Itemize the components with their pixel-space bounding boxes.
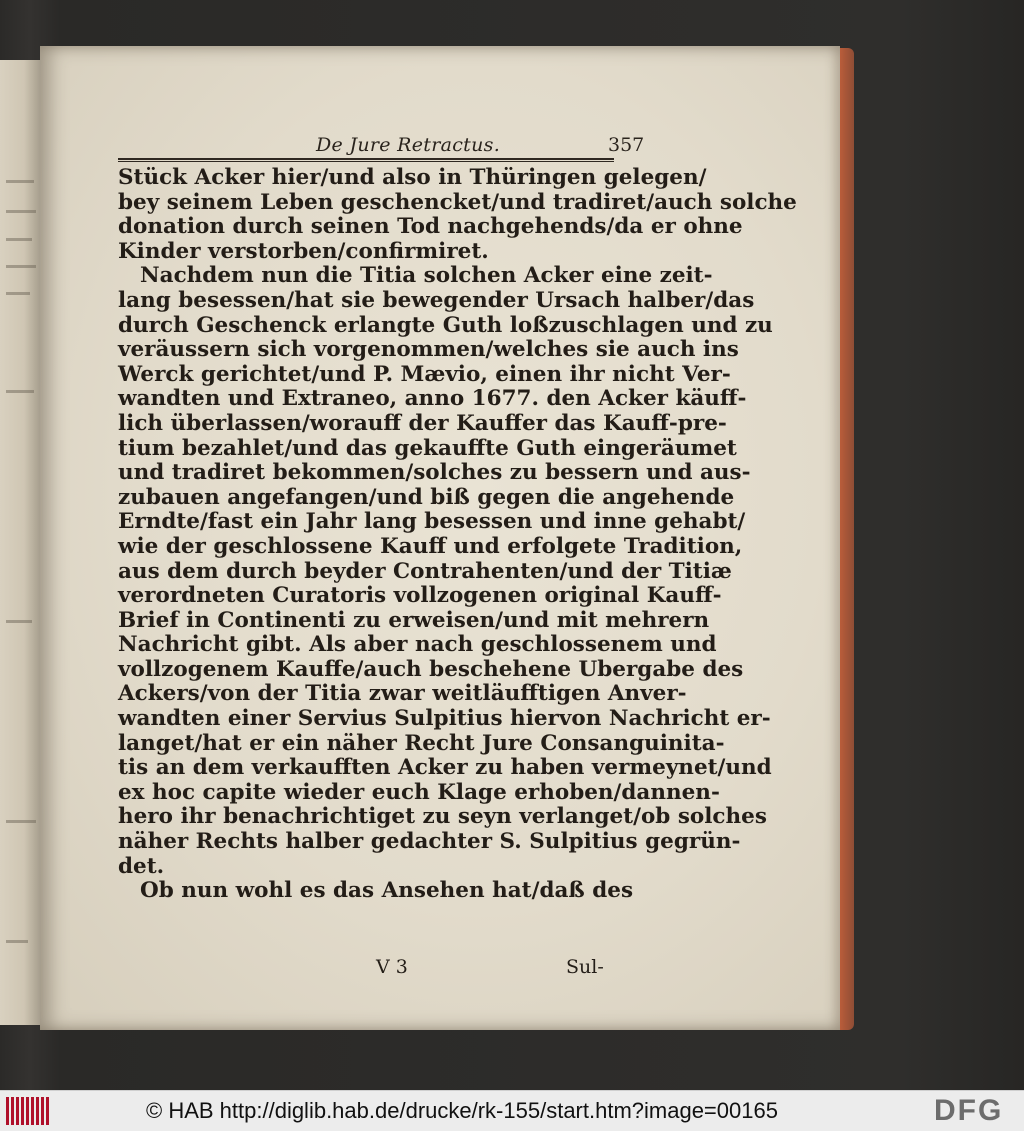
signature-mark: V 3 xyxy=(376,956,408,978)
text-line: bey seinem Leben geschencket/und tradiret/auch solche xyxy=(118,189,797,215)
text-line: veräussern sich vorgenommen/welches sie auch ins xyxy=(118,337,739,363)
text-line: lang besessen/hat sie bewegender Ursach halber/das xyxy=(118,287,755,313)
text-line: donation durch seinen Tod nachgehends/da er ohne xyxy=(118,214,743,240)
text-line: näher Rechts halber gedachter S. Sulpitius gegrün- xyxy=(118,829,741,855)
text-line: hero ihr benachrichtiget zu seyn verlanget/ob solches xyxy=(118,804,767,830)
text-line: und tradiret bekommen/solches zu bessern und aus- xyxy=(118,460,751,486)
hab-barcode-icon xyxy=(6,1097,50,1125)
viewer-footer xyxy=(0,1090,1024,1131)
text-line: durch Geschenck erlangte Guth loßzuschlagen und zu xyxy=(118,312,773,338)
text-line: wie der geschlossene Kauff und erfolgete Tradition, xyxy=(118,533,743,559)
text-line: Nachdem nun die Titia solchen Acker eine zeit- xyxy=(140,263,713,289)
text-line: ex hoc capite wieder euch Klage erhoben/dannen- xyxy=(118,779,720,805)
text-line: Ackers/von der Titia zwar weitläufftigen Anver- xyxy=(118,681,687,707)
text-line: aus dem durch beyder Contrahenten/und der Titiæ xyxy=(118,558,732,584)
catchword: Sul- xyxy=(566,956,604,978)
credit-link[interactable]: © HAB http://diglib.hab.de/drucke/rk-155/start.htm?image=00165 xyxy=(146,1098,778,1123)
text-line: tis an dem verkaufften Acker zu haben vermeynet/und xyxy=(118,755,772,781)
text-line: tium bezahlet/und das gekauffte Guth eingeräumet xyxy=(118,435,737,461)
text-line: Kinder verstorben/confirmiret. xyxy=(118,238,489,264)
dfg-logo: DFG xyxy=(934,1094,1004,1127)
text-line: Stück Acker hier/und also in Thüringen gelegen/ xyxy=(118,165,707,190)
text-line: Ob nun wohl es das Ansehen hat/daß des xyxy=(140,878,634,904)
page-number: 357 xyxy=(608,134,645,156)
text-line: verordneten Curatoris vollzogenen original Kauff- xyxy=(118,583,722,609)
running-head: De Jure Retractus. xyxy=(316,134,501,156)
body-text xyxy=(118,165,797,904)
header-rule xyxy=(118,158,614,162)
text-line: Erndte/fast ein Jahr lang besessen und inne gehabt/ xyxy=(118,509,746,535)
text-line: wandten und Extraneo, anno 1677. den Acker käuff- xyxy=(118,386,747,412)
text-line: lich überlassen/worauff der Kauffer das Kauff-pre- xyxy=(118,410,727,436)
text-line: zubauen angefangen/und biß gegen die angehende xyxy=(118,484,735,510)
text-line: Werck gerichtet/und P. Mævio, einen ihr nicht Ver- xyxy=(118,361,731,387)
text-line: langet/hat er ein näher Recht Jure Consanguinita- xyxy=(118,730,725,756)
book-page xyxy=(40,46,840,1030)
text-line: Brief in Continenti zu erweisen/und mit mehrern xyxy=(118,607,710,633)
text-line: vollzogenem Kauffe/auch beschehene Ubergabe des xyxy=(118,656,744,682)
previous-page-edge xyxy=(0,60,40,1025)
text-line: wandten einer Servius Sulpitius hiervon Nachricht er- xyxy=(118,706,771,732)
text-line: Nachricht gibt. Als aber nach geschlossenem und xyxy=(118,632,717,658)
text-line: det. xyxy=(118,853,165,879)
